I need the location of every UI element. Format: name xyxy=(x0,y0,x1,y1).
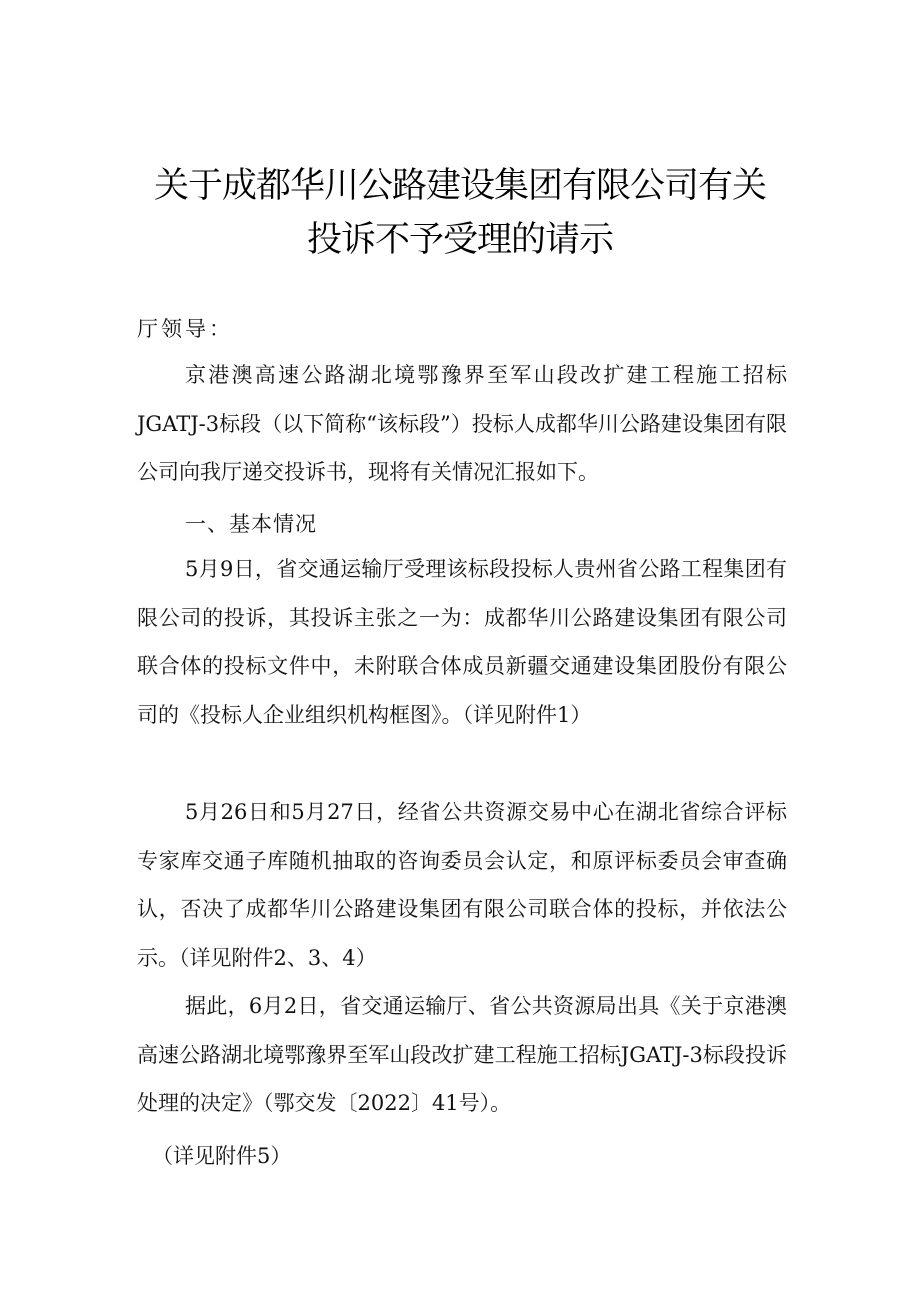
document-title-line-2: 投诉不予受理的请示 xyxy=(306,220,613,260)
salutation: 厅领导： xyxy=(137,317,233,341)
paragraph-review: 5月26日和5月27日，经省公共资源交易中心在湖北省综合评标专家库交通子库随机抽取的咨询委员会认定，和原评标委员会审查确认，否决了成都华川公路建设集团有限公司联合体的投标，并依法公示。（详见附件2、3、4） xyxy=(137,800,787,970)
attachment-note: （详见附件5） xyxy=(152,1144,292,1168)
document-title-line-1: 关于成都华川公路建设集团有限公司有关 xyxy=(153,166,766,206)
paragraph-decision: 据此，6月2日，省交通运输厅、省公共资源局出具《关于京港澳高速公路湖北境鄂豫界至军山段改扩建工程施工招标JGATJ-3标段投诉处理的决定》（鄂交发〔2022〕41号）。 xyxy=(137,994,787,1115)
paragraph-complaint: 5月9日，省交通运输厅受理该标段投标人贵州省公路工程集团有限公司的投诉，其投诉主张之一为：成都华川公路建设集团有限公司联合体的投标文件中，未附联合体成员新疆交通建设集团股份有限公司的《投标人企业组织机构框图》。（详见附件1） xyxy=(137,557,787,727)
section-heading-basic-situation: 一、基本情况 xyxy=(185,512,317,536)
paragraph-intro: 京港澳高速公路湖北境鄂豫界至军山段改扩建工程施工招标JGATJ-3标段（以下简称“该标段”）投标人成都华川公路建设集团有限公司向我厅递交投诉书，现将有关情况汇报如下。 xyxy=(137,363,787,484)
